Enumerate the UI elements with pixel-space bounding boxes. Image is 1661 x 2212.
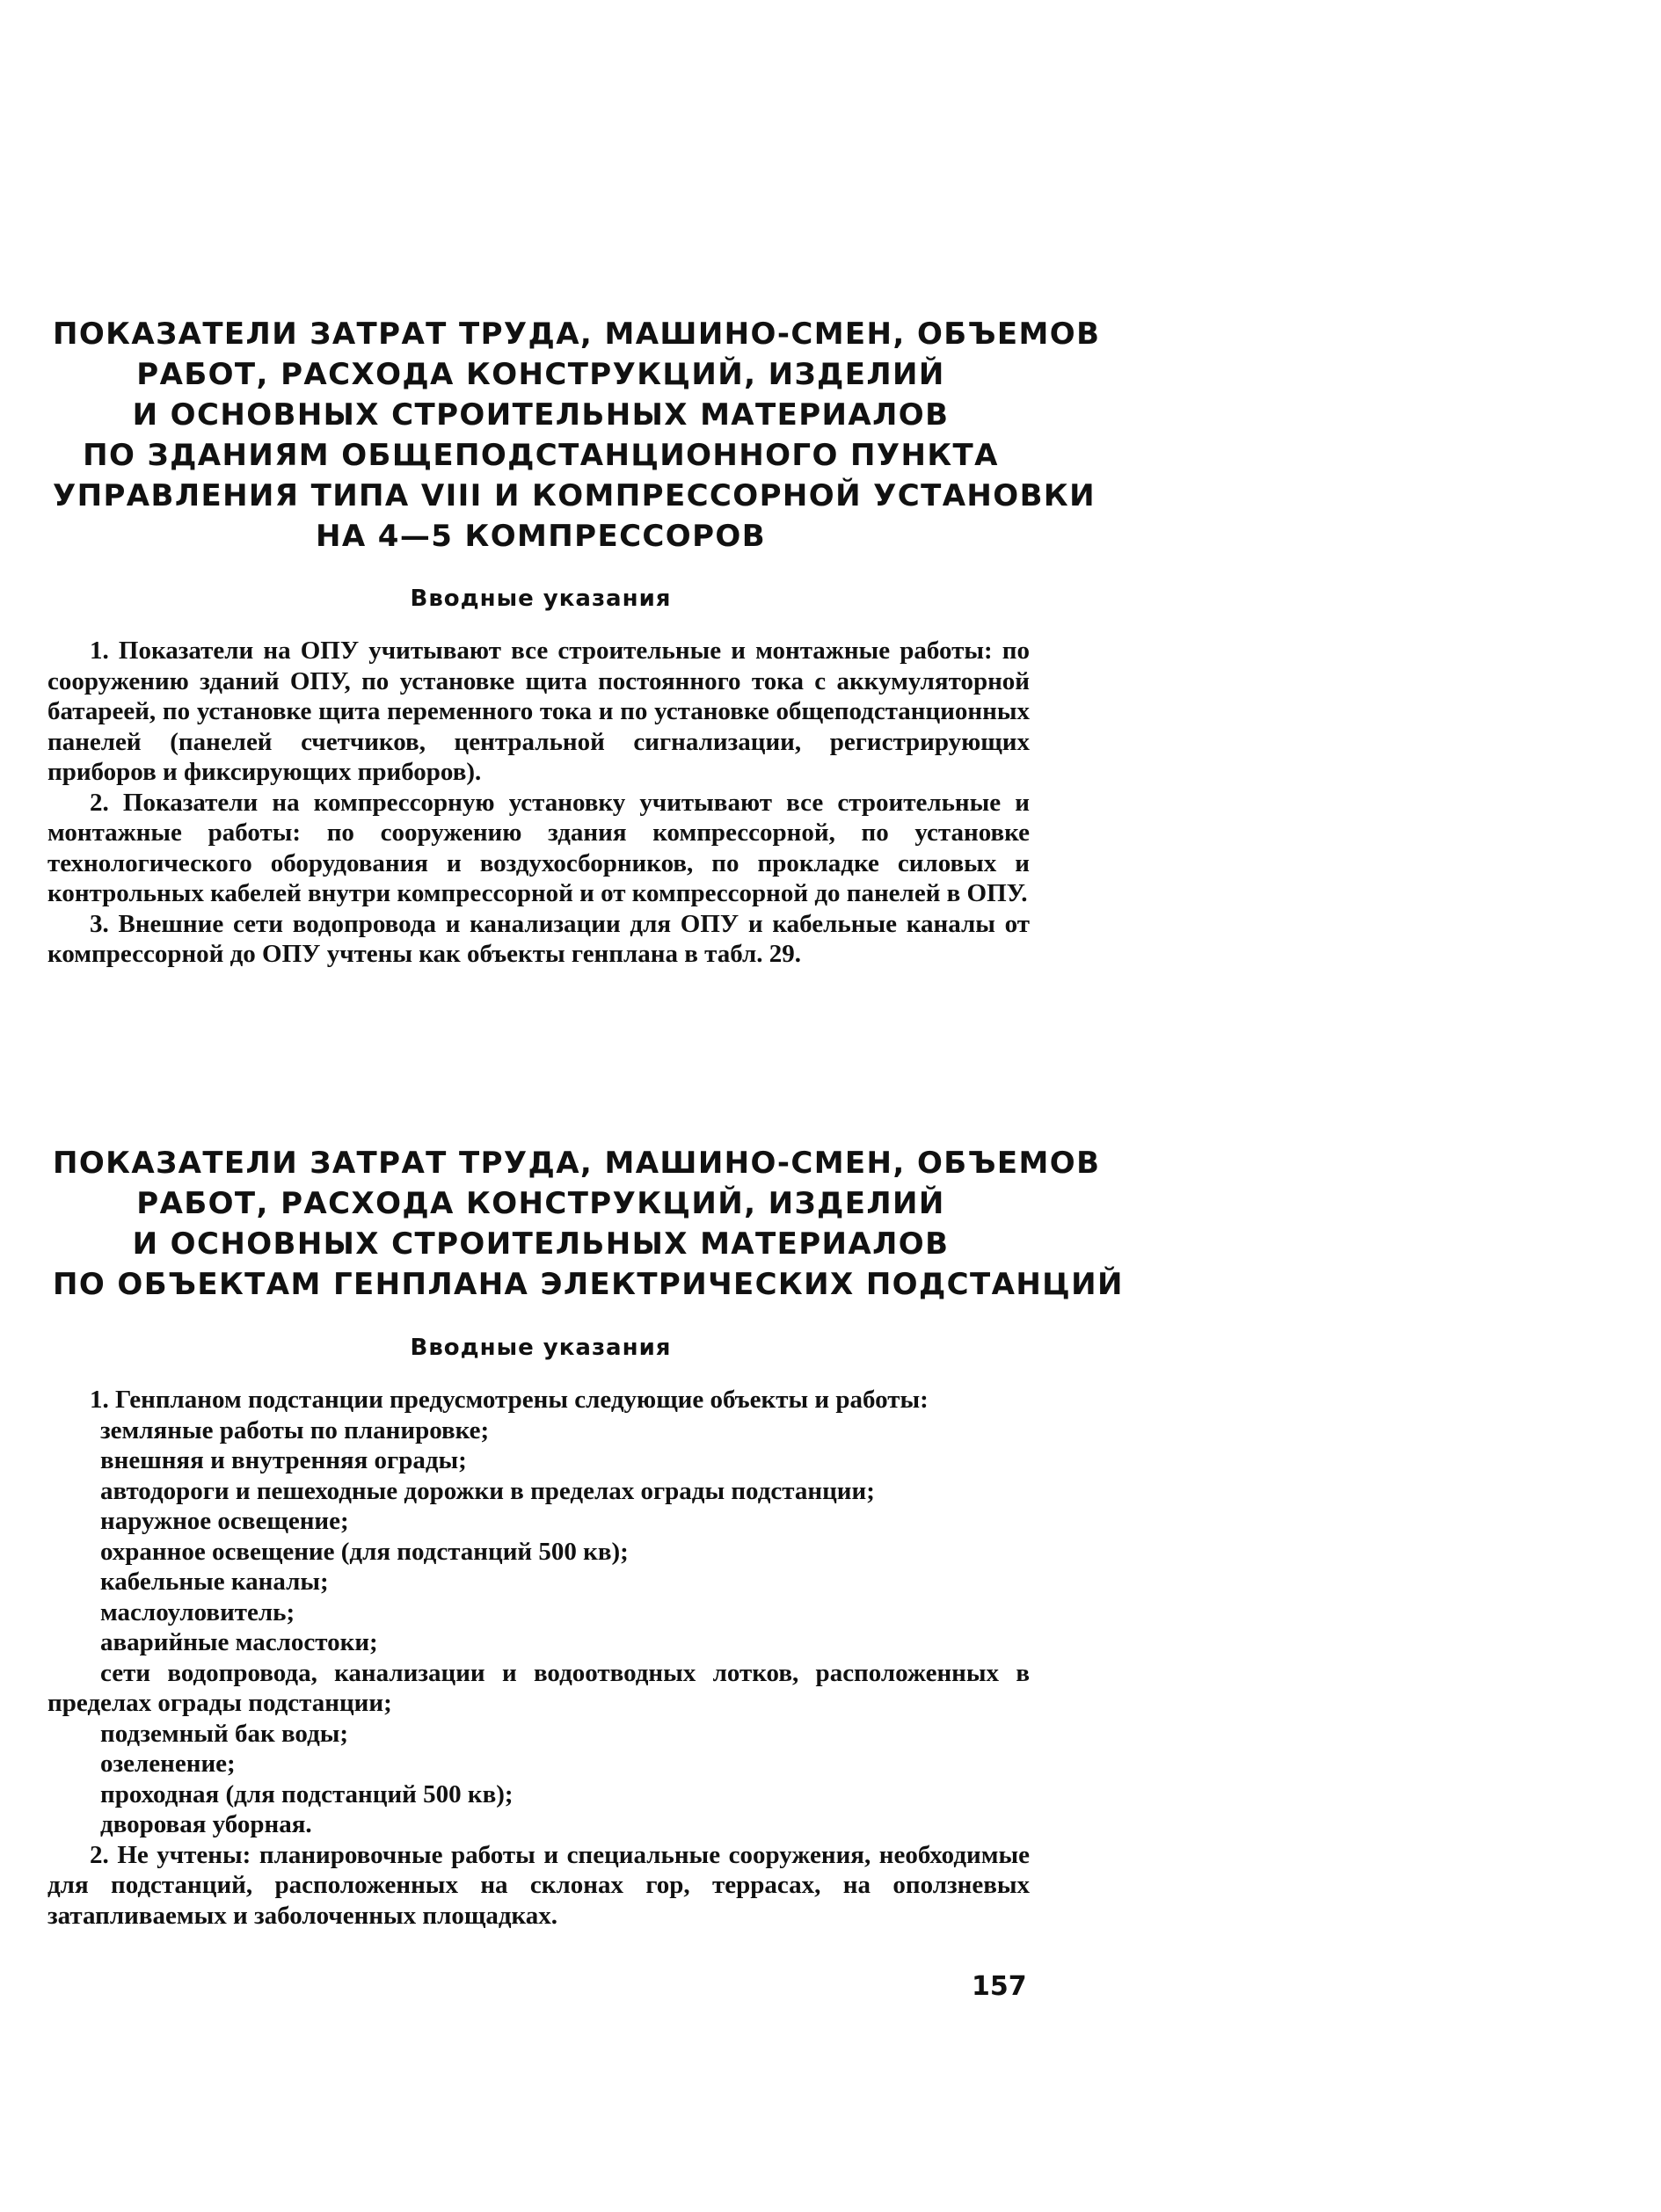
section2-closing: 2. Не учтены: планировочные работы и специальные сооружения, необходимые для подстанций, расположенных на склонах гор, террасах, на оползневых затапливаемых и заболоченных площадках. xyxy=(47,1840,1030,1930)
list-item: озеленение; xyxy=(100,1750,236,1778)
list-item: сети водопровода, канализации и водоотводных лотков, расположенных в пределах ограды подстанции; xyxy=(47,1658,1030,1717)
section1-title-line: И ОСНОВНЫХ СТРОИТЕЛЬНЫХ МАТЕРИАЛОВ xyxy=(132,397,950,433)
list-item: наружное освещение; xyxy=(100,1507,349,1535)
section2-title-line: И ОСНОВНЫХ СТРОИТЕЛЬНЫХ МАТЕРИАЛОВ xyxy=(132,1226,950,1262)
list-item: проходная (для подстанций 500 кв); xyxy=(100,1779,514,1808)
list-item: маслоуловитель; xyxy=(100,1597,295,1626)
list-item: земляные работы по планировке; xyxy=(100,1415,490,1444)
section1-subheading: Вводные указания xyxy=(410,586,672,612)
section1-paragraph-3: 3. Внешние сети водопровода и канализации для ОПУ и кабельные каналы от компрессорной до ОПУ учтены как объекты генплана в табл. 29. xyxy=(47,909,1030,968)
section2-title xyxy=(53,1143,1124,1305)
section1-title xyxy=(53,314,1101,557)
section2-title-line: ПО ОБЪЕКТАМ ГЕНПЛАНА ЭЛЕКТРИЧЕСКИХ ПОДСТАНЦИЙ xyxy=(53,1267,1124,1302)
section2-intro: 1. Генпланом подстанции предусмотрены следующие объекты и работы: xyxy=(90,1386,929,1414)
section1-paragraph-1: 1. Показатели на ОПУ учитывают все строительные и монтажные работы: по сооружению зданий ОПУ, по установке щита постоянного тока с аккумуляторной батареей, по установке щита переменного тока и по установке общеподстанционных панелей (панелей счетчиков, центральной сигнализации, регистрирующих приборов и фиксирующих приборов). xyxy=(47,637,1030,786)
page-number: 157 xyxy=(972,1971,1027,2002)
section2-title-line: ПОКАЗАТЕЛИ ЗАТРАТ ТРУДА, МАШИНО-СМЕН, ОБЪЕМОВ xyxy=(53,1146,1101,1181)
section1-title-line: НА 4—5 КОМПРЕССОРОВ xyxy=(315,519,767,554)
section1-title-line: ПОКАЗАТЕЛИ ЗАТРАТ ТРУДА, МАШИНО-СМЕН, ОБЪЕМОВ xyxy=(53,317,1101,352)
section2-body xyxy=(47,1385,1030,1931)
section1-body xyxy=(47,636,1030,970)
list-item: охранное освещение (для подстанций 500 кв); xyxy=(100,1537,629,1566)
list-item: подземный бак воды; xyxy=(100,1719,349,1748)
section2-subheading: Вводные указания xyxy=(410,1335,672,1361)
section2-title-line: РАБОТ, РАСХОДА КОНСТРУКЦИЙ, ИЗДЕЛИЙ xyxy=(136,1186,945,1221)
section1-title-line: ПО ЗДАНИЯМ ОБЩЕПОДСТАНЦИОННОГО ПУНКТА xyxy=(83,438,999,473)
list-item: аварийные маслостоки; xyxy=(100,1628,378,1656)
list-item: кабельные каналы; xyxy=(100,1568,329,1596)
section1-paragraph-2: 2. Показатели на компрессорную установку учитывают все строительные и монтажные работы: по сооружению здания компрессорной, по установке технологического оборудования и воздухосборников, по прокладке силовых и контрольных кабелей внутри компрессорной и от компрессорной до панелей в ОПУ. xyxy=(47,788,1030,907)
section1-title-line: РАБОТ, РАСХОДА КОНСТРУКЦИЙ, ИЗДЕЛИЙ xyxy=(136,357,945,392)
list-item: автодороги и пешеходные дорожки в пределах ограды подстанции; xyxy=(100,1476,875,1505)
list-item: внешняя и внутренняя ограды; xyxy=(100,1446,467,1474)
list-item: дворовая уборная. xyxy=(100,1810,312,1838)
section1-title-line: УПРАВЛЕНИЯ ТИПА VIII И КОМПРЕССОРНОЙ УСТАНОВКИ xyxy=(53,478,1096,513)
